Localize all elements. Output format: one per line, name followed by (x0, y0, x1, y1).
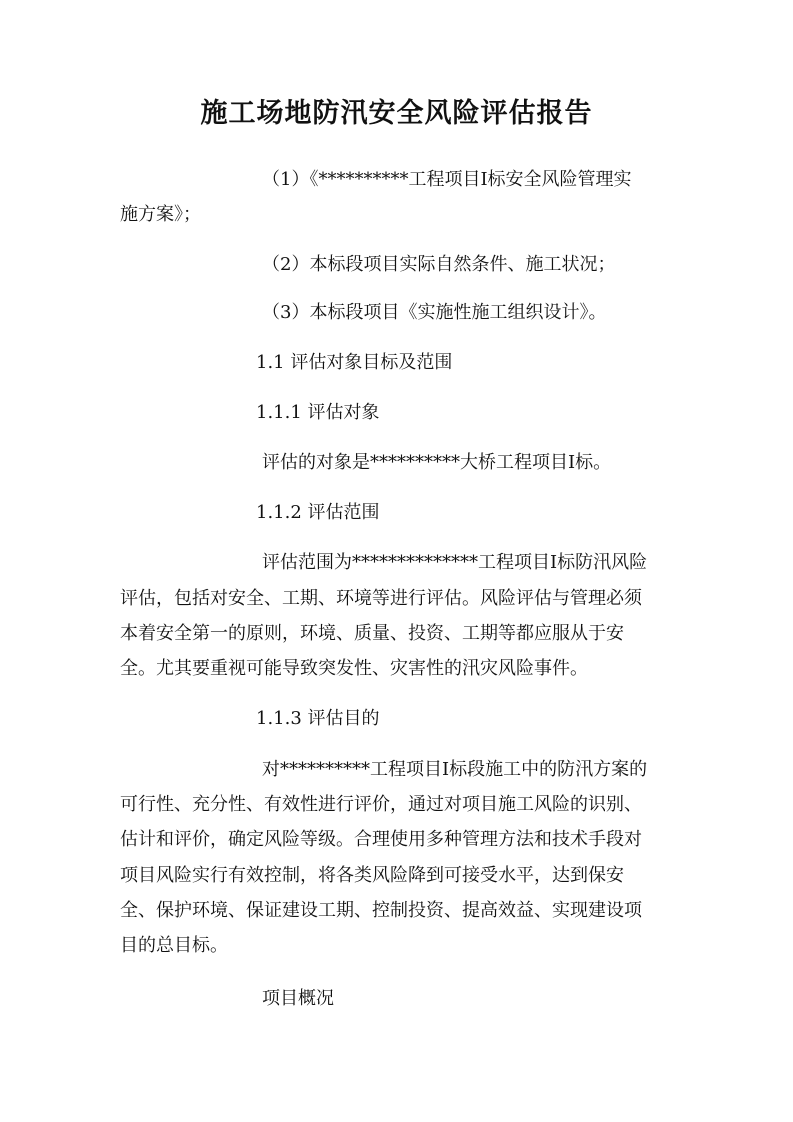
section-1-1-1-body: 评估的对象是**********大桥工程项目Ⅰ标。 (262, 452, 612, 473)
section-1-1-heading: 1.1 评估对象目标及范围 (256, 352, 453, 373)
basis-item-3: （3）本标段项目《实施性施工组织设计》。 (262, 302, 607, 323)
basis-item-1-line-2: 施方案》； (120, 204, 201, 225)
section-1-1-1-heading: 1.1.1 评估对象 (256, 402, 380, 423)
section-1-1-2-line-4: 全。尤其要重视可能导致突发性、灾害性的汛灾风险事件。 (120, 658, 588, 679)
section-1-1-3-line-6: 目的总目标。 (120, 935, 228, 956)
basis-item-1-line-1: （1）《**********工程项目Ⅰ标安全风险管理实 (262, 169, 632, 190)
section-1-1-2-line-3: 本着安全第一的原则，环境、质量、投资、工期等都应服从于安 (120, 623, 624, 644)
basis-item-2: （2）本标段项目实际自然条件、施工状况； (262, 254, 616, 275)
section-1-1-3-line-5: 全、保护环境、保证建设工期、控制投资、提高效益、实现建设项 (120, 900, 642, 921)
section-1-1-3-line-3: 估计和评价，确定风险等级。合理使用多种管理方法和技术手段对 (120, 829, 642, 850)
section-1-1-2-line-2: 评估，包括对安全、工期、环境等进行评估。风险评估与管理必须 (120, 588, 642, 609)
project-overview-heading: 项目概况 (262, 988, 334, 1009)
section-1-1-3-heading: 1.1.3 评估目的 (256, 708, 380, 729)
section-1-1-3-line-1: 对**********工程项目Ⅰ标段施工中的防汛方案的 (262, 759, 648, 780)
section-1-1-2-heading: 1.1.2 评估范围 (256, 502, 380, 523)
section-1-1-3-line-2: 可行性、充分性、有效性进行评价，通过对项目施工风险的识别、 (120, 794, 642, 815)
document-title: 施工场地防汛安全风险评估报告 (200, 98, 593, 129)
section-1-1-3-line-4: 项目风险实行有效控制，将各类风险降到可接受水平，达到保安 (120, 865, 624, 886)
section-1-1-2-line-1: 评估范围为**************工程项目Ⅰ标防汛风险 (262, 552, 648, 573)
